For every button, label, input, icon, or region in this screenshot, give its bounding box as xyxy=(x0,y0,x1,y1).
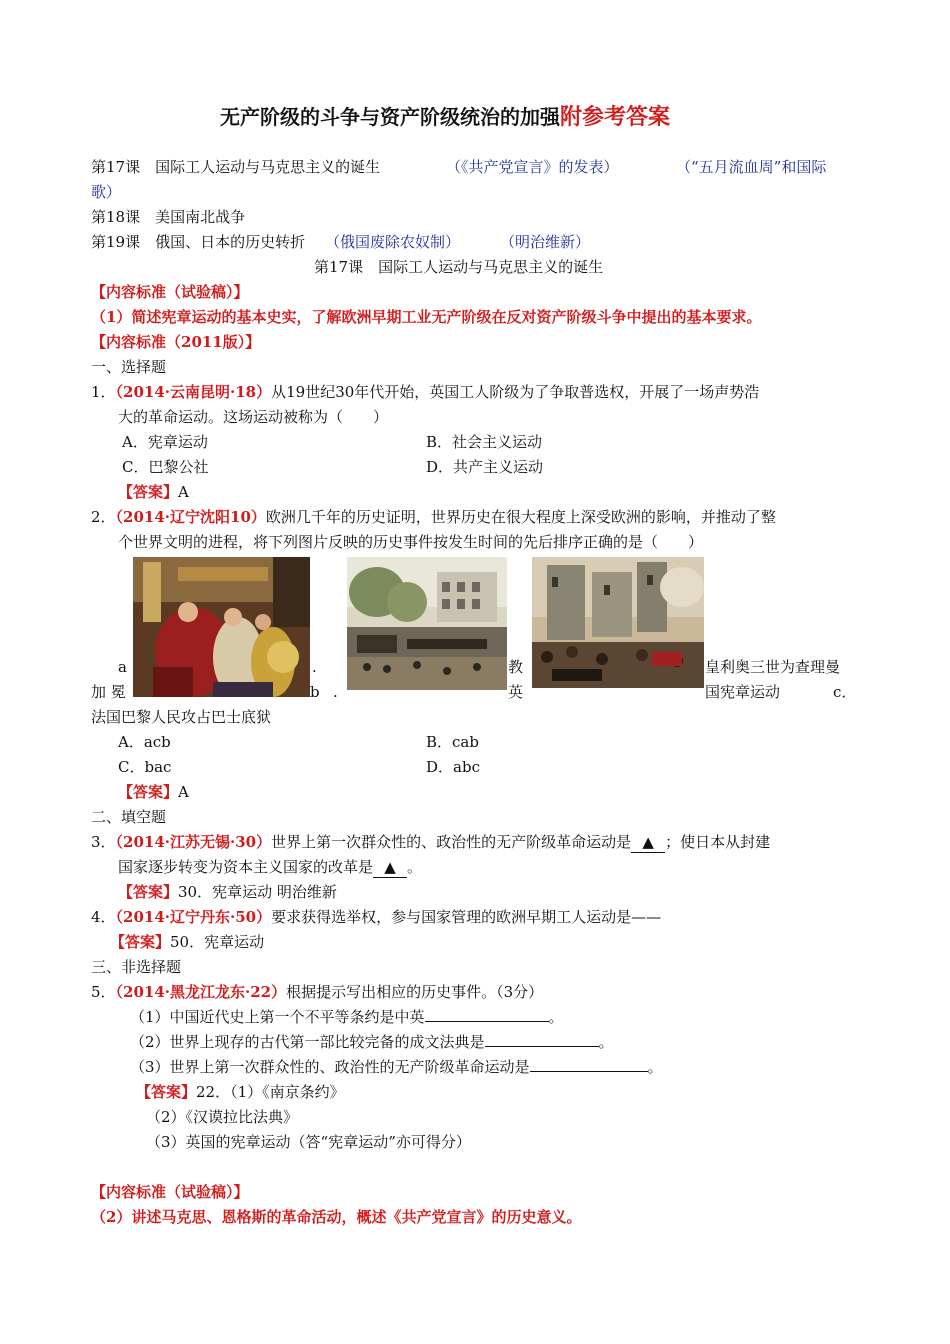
title-suffix: 附参考答案 xyxy=(560,104,671,130)
question-1 xyxy=(91,382,759,402)
question-text: （2）世界上现存的古代第一部比较完备的成文法典是 xyxy=(130,1033,485,1051)
section-choice: 一、选择题 xyxy=(91,358,167,376)
question-text: 。 xyxy=(647,1058,663,1076)
question-text: 。 xyxy=(407,858,423,876)
answer-label: 【答案】 xyxy=(118,483,179,501)
q2-option-d: D．abc xyxy=(426,758,480,776)
title-main: 无产阶级的斗争与资产阶级统治的加强 xyxy=(220,105,560,129)
caption-c-label: c． xyxy=(833,683,857,701)
caption-jiao: 教 xyxy=(508,658,524,676)
answer-value: A xyxy=(178,483,189,501)
caption-a-text-cont: 加 冕 xyxy=(91,683,126,701)
standard-heading-trial: 【内容标准（试验稿）】 xyxy=(91,283,249,301)
answer-label: 【答案】 xyxy=(118,883,179,901)
toc-lesson-19-sub-a[interactable]: （俄国废除农奴制） xyxy=(325,233,461,251)
answer-value: 22．（1）《南京条约》 xyxy=(196,1083,345,1101)
question-source: （2014·江苏无锡·30） xyxy=(115,833,272,851)
standard-heading-trial-2: 【内容标准（试验稿）】 xyxy=(91,1183,249,1201)
toc-lesson-19: 第19课 俄国、日本的历史转折 xyxy=(91,233,306,251)
question-2-cont: 个世界文明的进程，将下列图片反映的历史事件按发生时间的先后排序正确的是（ ） xyxy=(118,533,704,551)
caption-a-text: 皇利奥三世为查理曼 xyxy=(705,658,841,676)
answer-blank[interactable] xyxy=(631,832,665,853)
caption-b-text: 国宪章运动 xyxy=(705,683,781,701)
coronation-painting-image xyxy=(133,557,310,697)
question-text: 欧洲几千年的历史证明，世界历史在很大程度上深受欧洲的影响，并推动了整 xyxy=(265,508,776,526)
question-number: 2． xyxy=(91,508,116,526)
toc-lesson-17-sub-a[interactable]: （《共产党宣言》的发表） xyxy=(446,158,619,176)
caption-dot-1: . xyxy=(312,658,317,676)
answer-label: 【答案】 xyxy=(118,783,179,801)
question-number: 4． xyxy=(91,908,116,926)
question-source: （2014·云南昆明·18） xyxy=(115,383,272,401)
q1-answer xyxy=(118,482,189,502)
toc-lesson-17-sub-b[interactable]: （“五月流血周”和国际 xyxy=(676,158,827,176)
answer-blank[interactable] xyxy=(425,1021,549,1022)
standard-heading-2011: 【内容标准（2011版）】 xyxy=(91,333,261,351)
chartist-procession-image xyxy=(347,557,507,690)
q2-option-a: A．acb xyxy=(118,733,171,751)
triangle-icon: ▲ xyxy=(384,858,396,876)
question-1-cont: 大的革命运动。这场运动被称为（ ） xyxy=(118,408,389,426)
q5-answer-2: （2）《汉谟拉比法典》 xyxy=(146,1108,299,1126)
answer-label: 【答案】 xyxy=(136,1083,197,1101)
q2-answer xyxy=(118,782,189,802)
section-fill: 二、填空题 xyxy=(91,808,167,826)
toc-lesson-18: 第18课 美国南北战争 xyxy=(91,208,246,226)
toc-lesson-17: 第17课 国际工人运动与马克思主义的诞生 xyxy=(91,158,381,176)
question-5 xyxy=(91,982,543,1002)
q5-answer-3: （3）英国的宪章运动（答“宪章运动”亦可得分） xyxy=(146,1133,471,1151)
q2-option-b: B．cab xyxy=(426,733,479,751)
answer-blank[interactable] xyxy=(485,1046,599,1047)
caption-b-label: b xyxy=(310,683,320,701)
question-text: （3）世界上第一次群众性的、政治性的无产阶级革命运动是 xyxy=(130,1058,530,1076)
q4-answer xyxy=(110,932,264,952)
section-title: 第17课 国际工人运动与马克思主义的诞生 xyxy=(314,258,604,276)
question-text: 国家逐步转变为资本主义国家的改革是 xyxy=(118,858,374,876)
question-text: ；使日本从封建 xyxy=(665,833,771,851)
q1-option-c: C．巴黎公社 xyxy=(122,458,209,476)
triangle-icon: ▲ xyxy=(642,833,654,851)
answer-value: A xyxy=(178,783,189,801)
question-number: 5． xyxy=(91,983,116,1001)
standard-body-1: （1）简述宪章运动的基本史实，了解欧洲早期工业无产阶级在反对资产阶级斗争中提出的基本要求。 xyxy=(91,308,762,326)
question-2 xyxy=(91,507,776,527)
q1-option-a: A．宪章运动 xyxy=(122,433,208,451)
question-source: （2014·辽宁沈阳10） xyxy=(115,508,266,526)
section-nonchoice: 三、非选择题 xyxy=(91,958,182,976)
question-source: （2014·黑龙江龙东·22） xyxy=(115,983,287,1001)
question-number: 3． xyxy=(91,833,116,851)
answer-label: 【答案】 xyxy=(110,933,171,951)
question-text: 。 xyxy=(598,1033,614,1051)
page-title xyxy=(220,104,670,130)
question-text: 要求获得选举权，参与国家管理的欧洲早期工人运动是—— xyxy=(271,908,662,926)
question-source: （2014·辽宁丹东·50） xyxy=(115,908,272,926)
question-4 xyxy=(91,907,661,927)
question-text: 根据提示写出相应的历史事件。（3分） xyxy=(286,983,544,1001)
q5-part-3 xyxy=(130,1057,663,1077)
question-text: 世界上第一次群众性的、政治性的无产阶级革命运动是 xyxy=(271,833,632,851)
question-3 xyxy=(91,832,770,853)
q5-part-2 xyxy=(130,1032,614,1052)
answer-value: 30．宪章运动 明治维新 xyxy=(178,883,337,901)
question-text: 从19世纪30年代开始，英国工人阶级为了争取普选权，开展了一场声势浩 xyxy=(271,383,760,401)
q3-answer xyxy=(118,882,337,902)
answer-blank[interactable] xyxy=(530,1071,648,1072)
caption-a-label: a xyxy=(118,658,127,676)
answer-value: 50．宪章运动 xyxy=(170,933,265,951)
toc-lesson-17-sub-b-cont[interactable]: 歌） xyxy=(91,183,122,201)
q5-answer-1 xyxy=(136,1082,345,1102)
q5-part-1 xyxy=(130,1007,564,1027)
question-3-cont xyxy=(118,857,422,878)
toc-lesson-19-sub-b[interactable]: （明治维新） xyxy=(500,233,591,251)
question-text: 。 xyxy=(548,1008,564,1026)
q2-option-c: C．bac xyxy=(118,758,172,776)
question-number: 1． xyxy=(91,383,116,401)
q1-option-b: B．社会主义运动 xyxy=(426,433,543,451)
caption-dot-2: . xyxy=(333,683,338,701)
question-text: （1）中国近代史上第一个不平等条约是中英 xyxy=(130,1008,425,1026)
answer-blank[interactable] xyxy=(373,857,407,878)
caption-ying: 英 xyxy=(508,683,524,701)
standard-body-2: （2）讲述马克思、恩格斯的革命活动，概述《共产党宣言》的历史意义。 xyxy=(91,1208,582,1226)
q1-option-d: D．共产主义运动 xyxy=(426,458,544,476)
bastille-storming-image xyxy=(532,557,704,688)
caption-c-text: 法国巴黎人民攻占巴士底狱 xyxy=(91,708,272,726)
